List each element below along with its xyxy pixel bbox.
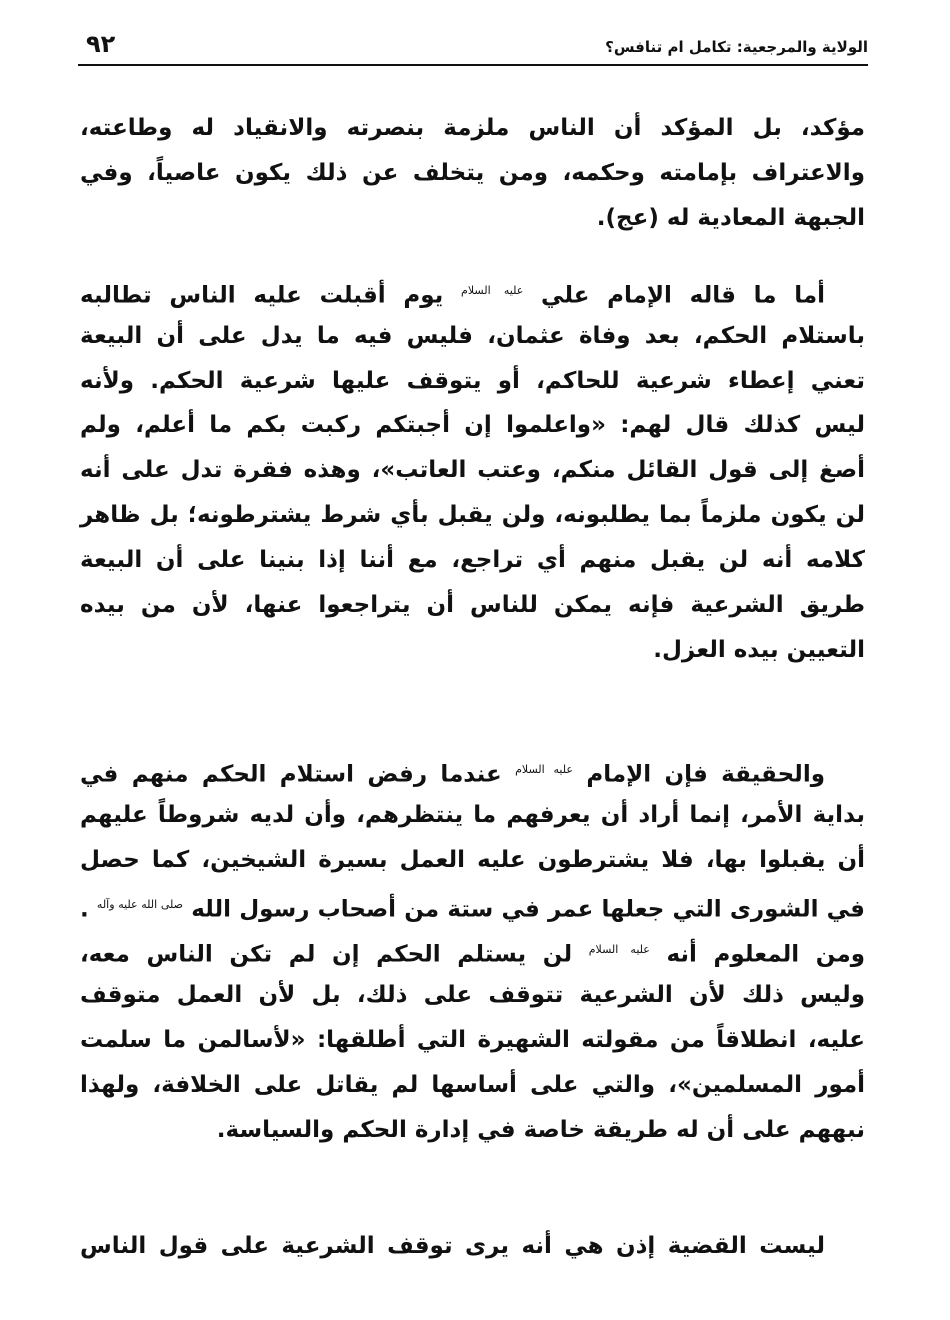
text-segment: . (80, 896, 89, 923)
text-line (80, 932, 865, 968)
text-segment: عندما رفض استلام الحكم منهم في (80, 761, 502, 788)
text-line (80, 273, 865, 309)
text-line: كلامه أنه لن يقبل منهم أي تراجع، مع أننا إذا بنينا على أن البيعة (80, 547, 865, 573)
text-line (80, 887, 865, 923)
text-line: بداية الأمر، إنما أراد أن يعرفهم ما ينتظرهم، وأن لديه شروطاً عليهم (80, 802, 865, 828)
text-line: نبههم على أن له طريقة خاصة في إدارة الحكم والسياسة. (216, 1117, 865, 1143)
running-title: الولاية والمرجعية: تكامل ام تنافس؟ (605, 38, 868, 56)
text-line: عليه، انطلاقاً من مقولته الشهيرة التي أطلقها: «لأسالمن ما سلمت (80, 1027, 865, 1053)
honorific-imam-icon: عليه السلام (588, 943, 650, 956)
text-line: أن يقبلوا بها، فلا يشترطون عليه العمل بسيرة الشيخين، كما حصل (80, 847, 865, 873)
text-segment: لن يستلم الحكم إن لم تكن الناس معه، (80, 941, 573, 968)
text-segment: أما ما قاله الإمام علي (541, 282, 826, 309)
text-line: أصغ إلى قول القائل منكم، وعتب العاتب»، وهذه فقرة تدل على أنه (80, 457, 865, 483)
text-line: أمور المسلمين»، والتي على أساسها لم يقاتل على الخلافة، ولهذا (80, 1072, 865, 1098)
text-line: باستلام الحكم، بعد وفاة عثمان، فليس فيه ما يدل على أن البيعة (80, 323, 865, 349)
honorific-imam-icon: عليه السلام (515, 763, 573, 776)
text-segment: في الشورى التي جعلها عمر في ستة من أصحاب رسول الله (191, 896, 865, 923)
text-line: لن يكون ملزماً بما يطلبونه، ولن يقبل بأي شرط يشترطونه؛ بل ظاهر (80, 502, 865, 528)
text-line (80, 752, 865, 788)
honorific-prophet-icon: صلى الله عليه وآله (96, 898, 184, 911)
text-line: وليس ذلك لأن الشرعية تتوقف على ذلك، بل لأن العمل متوقف (80, 982, 865, 1008)
text-line: مؤكد، بل المؤكد أن الناس ملزمة بنصرته والانقياد له وطاعته، (80, 115, 865, 141)
page-header (78, 28, 868, 66)
text-line: ليس كذلك قال لهم: «واعلموا إن أجبتكم ركبت بكم ما أعلم، ولم (80, 412, 865, 438)
text-line: تعني إعطاء شرعية للحاكم، أو يتوقف عليها شرعية الحكم. ولأنه (80, 368, 865, 394)
text-segment: يوم أقبلت عليه الناس تطالبه (80, 282, 444, 309)
text-segment: ومن المعلوم أنه (666, 941, 865, 968)
honorific-imam-icon: عليه السلام (461, 284, 524, 297)
page-number: ٩٢ (86, 30, 116, 58)
text-segment: والحقيقة فإن الإمام (586, 761, 825, 788)
text-line: والاعتراف بإمامته وحكمه، ومن يتخلف عن ذلك يكون عاصياً، وفي (80, 160, 865, 186)
text-line: ليست القضية إذن هي أنه يرى توقف الشرعية على قول الناس (80, 1233, 825, 1259)
text-line: التعيين بيده العزل. (653, 637, 865, 663)
text-line: الجبهة المعادية له (عج). (596, 205, 865, 231)
text-line: طريق الشرعية فإنه يمكن للناس أن يتراجعوا عنها، لأن من بيده (80, 592, 865, 618)
